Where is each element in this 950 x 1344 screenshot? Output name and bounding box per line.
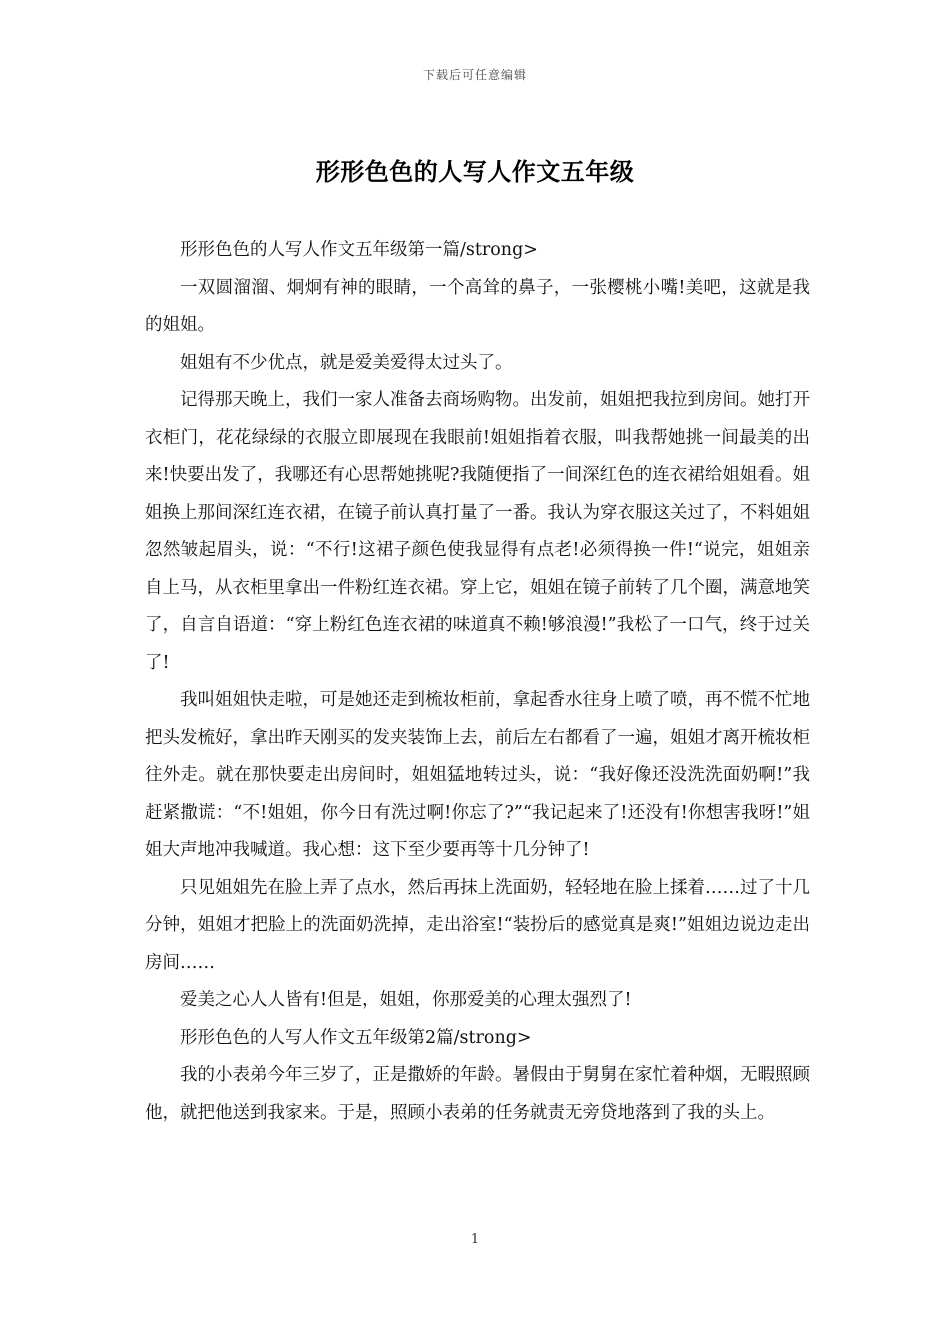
document-title: 形形色色的人写人作文五年级: [315, 157, 635, 186]
paragraph: 姐姐有不少优点，就是爱美爱得太过头了。: [180, 352, 513, 373]
page-number: 1: [470, 1232, 480, 1247]
paragraph: 爱美之心人人皆有!但是，姐姐，你那爱美的心理太强烈了!: [180, 990, 632, 1010]
section-heading-1: 形形色色的人写人作文五年级第一篇/strong>: [180, 240, 538, 260]
paragraph: 一双圆溜溜、炯炯有神的眼睛，一个高耸的鼻子，一张樱桃小嘴!美吧，这就是我的姐姐。: [145, 277, 810, 335]
paragraph: 只见姐姐先在脸上弄了点水，然后再抹上洗面奶，轻轻地在脸上揉着……过了十几分钟，姐姐才把脸上的洗面奶洗掉，走出浴室!“装扮后的感觉真是爽!”姐姐边说边走出房间……: [145, 877, 810, 973]
document-body: [145, 232, 810, 1132]
paragraph: 记得那天晚上，我们一家人准备去商场购物。出发前，姐姐把我拉到房间。她打开衣柜门，花花绿绿的衣服立即展现在我眼前!姐姐指着衣服，叫我帮她挑一间最美的出来!快要出发了，我哪还有心思帮她挑呢?我随便指了一间深红色的连衣裙给姐姐看。姐姐换上那间深红连衣裙，在镜子前认真打量了一番。我认为穿衣服这关过了，不料姐姐忽然皱起眉头，说：“不行!这裙子颜色使我显得有点老!必须得换一件!“说完，姐姐亲自上马，从衣柜里拿出一件粉红连衣裙。穿上它，姐姐在镜子前转了几个圈，满意地笑了，自言自语道：“穿上粉红色连衣裙的味道真不赖!够浪漫!”我松了一口气，终于过关了!: [145, 390, 810, 673]
page-header: 下载后可任意编辑: [422, 68, 527, 82]
paragraph: 我的小表弟今年三岁了，正是撒娇的年龄。暑假由于舅舅在家忙着种烟，无暇照顾他，就把他送到我家来。于是，照顾小表弟的任务就责无旁贷地落到了我的头上。: [145, 1065, 810, 1123]
paragraph: 我叫姐姐快走啦，可是她还走到梳妆柜前，拿起香水往身上喷了喷，再不慌不忙地把头发梳好，拿出昨天刚买的发夹装饰上去，前后左右都看了一遍，姐姐才离开梳妆柜往外走。就在那快要走出房间时，姐姐猛地转过头，说：“我好像还没洗洗面奶啊!”我赶紧撒谎：“不!姐姐，你今日有洗过啊!你忘了?”“我记起来了!还没有!你想害我呀!”姐姐大声地冲我喊道。我心想：这下至少要再等十几分钟了!: [145, 690, 810, 860]
section-heading-2: 形形色色的人写人作文五年级第2篇/strong>: [180, 1027, 532, 1048]
